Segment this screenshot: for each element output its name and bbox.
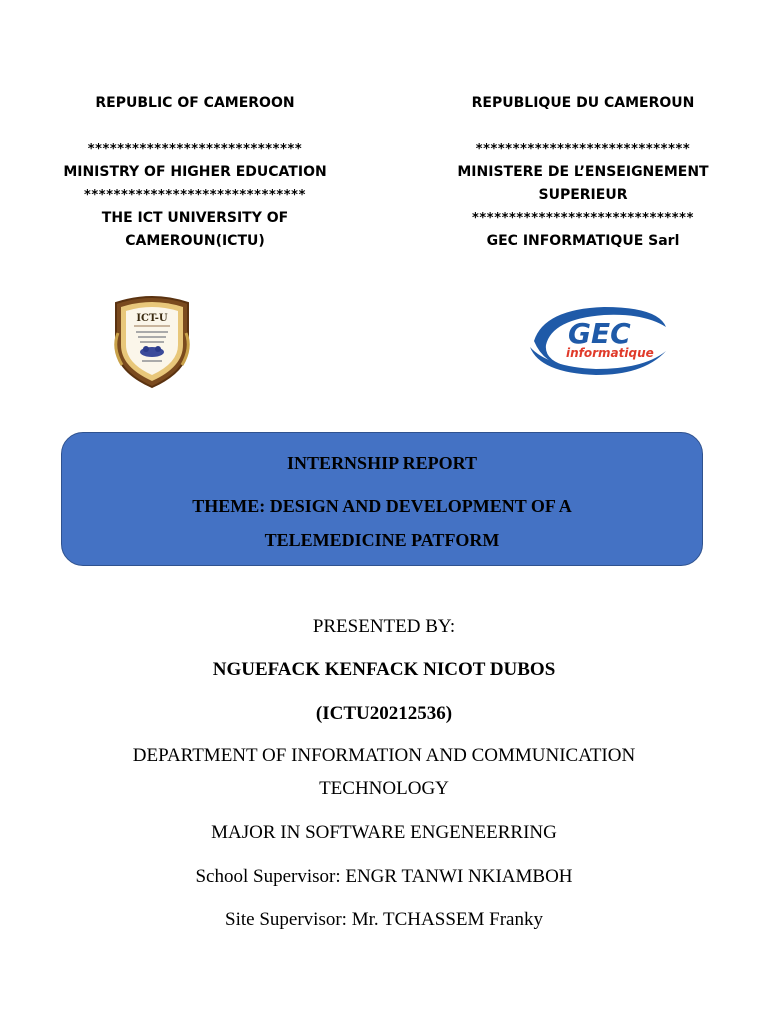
left-stars-divider-1: *****************************	[87, 142, 303, 157]
left-ministry: MINISTRY OF HIGHER EDUCATION	[63, 164, 327, 180]
left-header	[52, 92, 338, 253]
gec-informatique-logo	[526, 303, 671, 379]
svg-text:ICT-U: ICT-U	[136, 313, 168, 324]
right-ministry-line2: SUPERIEUR	[538, 187, 628, 203]
right-header	[440, 92, 726, 253]
svg-text:GEC: GEC	[568, 317, 631, 350]
presented-by-label: PRESENTED BY:	[312, 616, 456, 637]
left-stars-divider-2: ******************************	[84, 188, 306, 203]
right-stars-divider-1: *****************************	[475, 142, 691, 157]
left-country: REPUBLIC OF CAMEROON	[95, 95, 295, 111]
ictu-logo	[104, 293, 200, 389]
department-line2: TECHNOLOGY	[319, 778, 449, 799]
school-supervisor: School Supervisor: ENGR TANWI NKIAMBOH	[195, 866, 573, 887]
department-line1: DEPARTMENT OF INFORMATION AND COMMUNICATION	[132, 745, 636, 766]
svg-text:informatique: informatique	[566, 346, 654, 360]
right-stars-divider-2: ******************************	[472, 211, 694, 226]
report-theme-line1: THEME: DESIGN AND DEVELOPMENT OF A	[192, 496, 572, 516]
report-theme-line2: TELEMEDICINE PATFORM	[264, 530, 500, 550]
site-supervisor: Site Supervisor: Mr. TCHASSEM Franky	[225, 909, 543, 930]
student-name: NGUEFACK KENFACK NICOT DUBOS	[212, 659, 556, 680]
right-country: REPUBLIQUE DU CAMEROUN	[471, 95, 695, 111]
left-university-line2: CAMEROUN(ICTU)	[125, 233, 265, 249]
right-ministry-line1: MINISTERE DE L’ENSEIGNEMENT	[457, 164, 709, 180]
right-company: GEC INFORMATIQUE Sarl	[486, 233, 680, 249]
left-university-line1: THE ICT UNIVERSITY OF	[101, 210, 289, 226]
student-id: (ICTU20212536)	[315, 703, 453, 724]
major: MAJOR IN SOFTWARE ENGENEERRING	[211, 822, 557, 843]
report-title-banner	[61, 432, 703, 566]
report-type: INTERNSHIP REPORT	[287, 453, 477, 473]
